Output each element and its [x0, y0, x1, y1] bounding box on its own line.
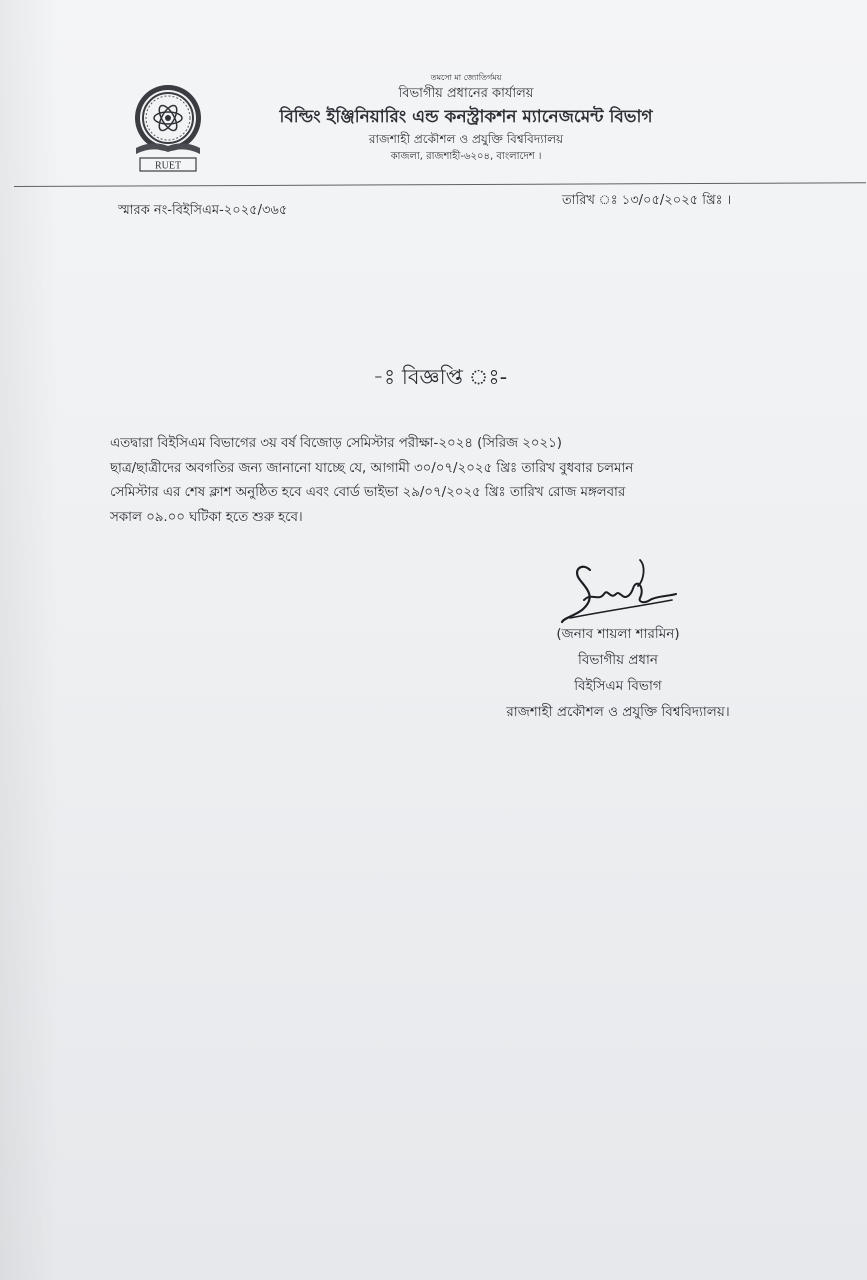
notice-line: ছাত্র/ছাত্রীদের অবগতির জন্য জানানো যাচ্ছে যে, আগামী ৩০/০৭/২০২৫ খ্রিঃ তারিখ বুধবার চলমান	[110, 460, 634, 476]
letterhead	[236, 72, 696, 165]
notice-line: এতদ্বারা বিইসিএম বিভাগের ৩য় বর্ষ বিজোড় সেমিস্টার পরীক্ষা-২০২৪ (সিরিজ ২০২১)	[110, 436, 562, 451]
signatory-university: রাজশাহী প্রকৌশল ও প্রযুক্তি বিশ্ববিদ্যালয়।	[506, 704, 730, 720]
notice-title: -ঃ বিজ্ঞপ্তি ঃ-	[372, 365, 508, 389]
letterhead-motto: তমসো মা জ্যোতির্গময়	[430, 73, 502, 82]
ruet-logo	[118, 78, 218, 178]
page-shadow	[0, 0, 60, 1280]
signatory-designation: বিভাগীয় প্রধান	[578, 652, 658, 668]
notice-line: সকাল ০৯.০০ ঘটিকা হতে শুরু হবে।	[110, 509, 303, 525]
header-divider	[14, 182, 866, 187]
svg-text:RUET: RUET	[154, 160, 182, 172]
handwritten-signature	[560, 556, 680, 628]
signatory-department: বিইসিএম বিভাগ	[574, 678, 662, 694]
letterhead-office: বিভাগীয় প্রধানের কার্যালয়	[398, 86, 534, 101]
notice-line: সেমিস্টার এর শেষ ক্লাশ অনুষ্ঠিত হবে এবং বোর্ড ভাইভা ২৯/০৭/২০২৫ খ্রিঃ তারিখ রোজ মঙ্গলবার	[110, 485, 626, 500]
memo-reference: স্মারক নং-বিইসিএম-২০২৫/৩৬৫	[118, 203, 288, 218]
memo-date: তারিখ ঃ ১৩/০৫/২০২৫ খ্রিঃ ।	[562, 193, 732, 208]
letterhead-department: বিল্ডিং ইঞ্জিনিয়ারিং এন্ড কনস্ট্রাকশন ম্যানেজমেন্ট বিভাগ	[279, 107, 653, 127]
letterhead-university: রাজশাহী প্রকৌশল ও প্রযুক্তি বিশ্ববিদ্যালয়	[368, 132, 564, 146]
letterhead-address: কাজলা, রাজশাহী-৬২০৪, বাংলাদেশ ।	[390, 151, 542, 162]
signature-block	[458, 621, 778, 725]
notice-body	[110, 432, 786, 530]
signatory-name: (জনাব শায়লা শারমিন)	[556, 626, 680, 642]
